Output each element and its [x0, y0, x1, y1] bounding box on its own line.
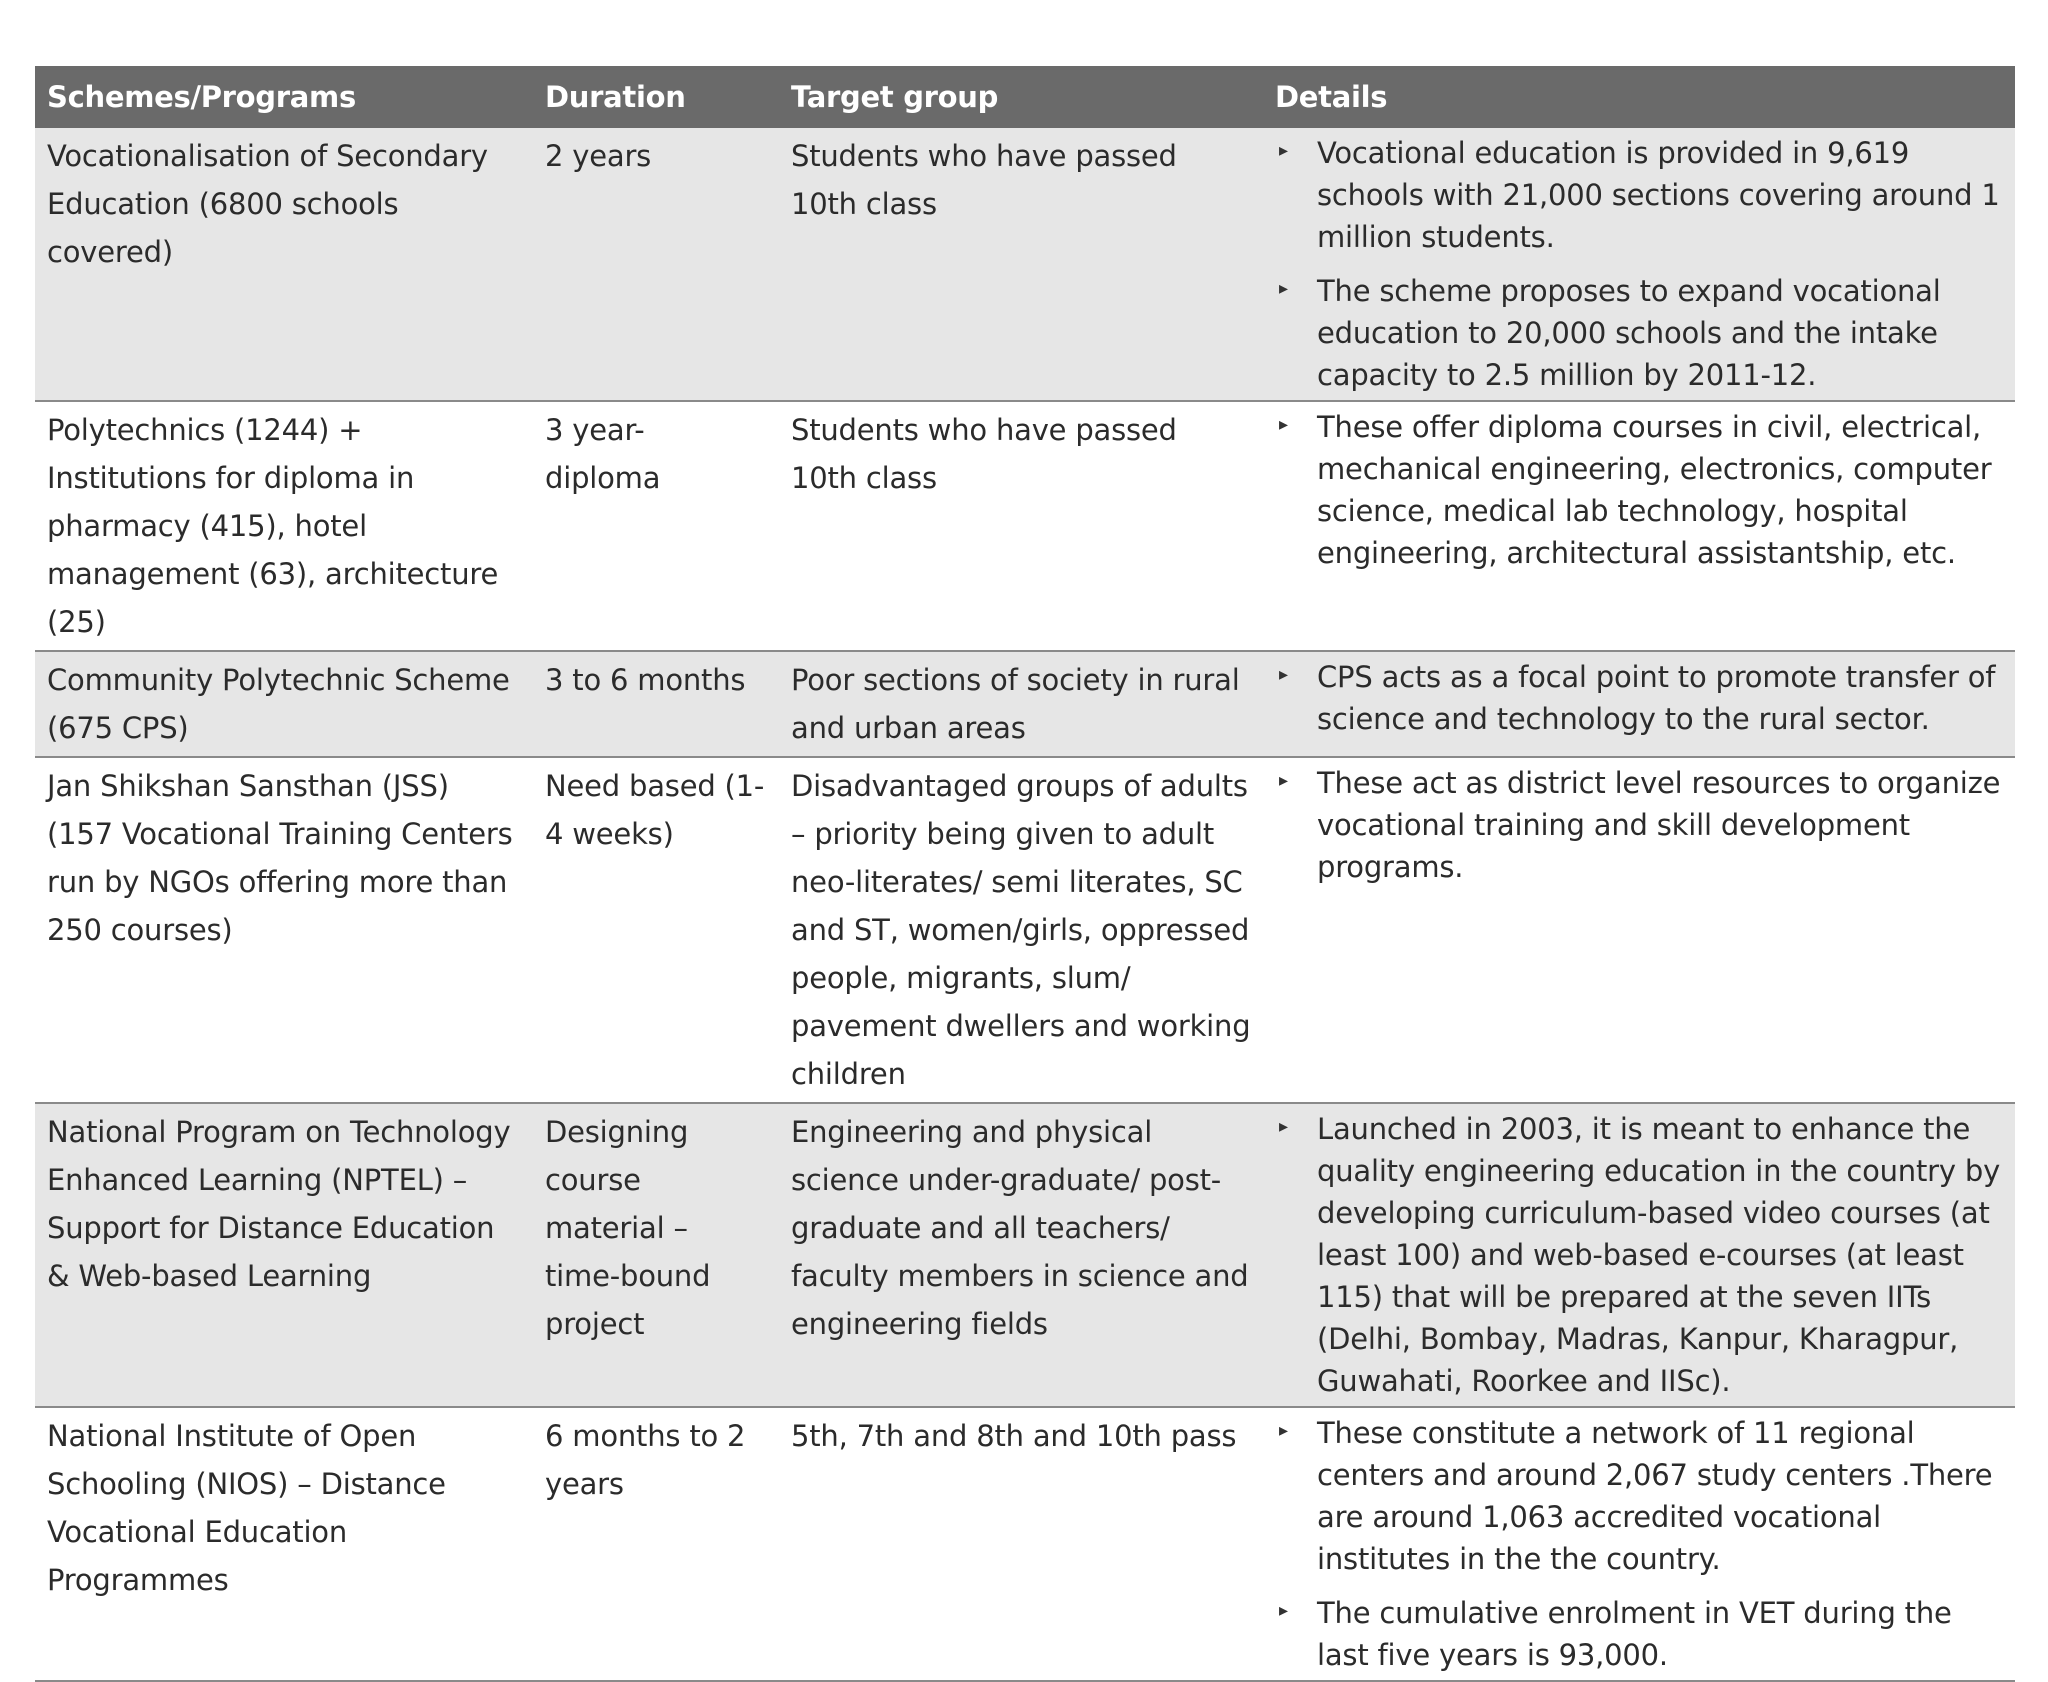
target-cell: Students who have passed 10th class: [779, 401, 1263, 651]
table-row: [35, 1103, 2015, 1407]
details-cell: [1263, 651, 2015, 757]
detail-text: The scheme proposes to expand vocational education to 20,000 schools and the intake capacity to 2.5 million by 2011-12.: [1317, 274, 1941, 392]
detail-item: [1271, 656, 2001, 740]
duration-cell: 3 year- diploma: [533, 401, 779, 651]
schemes-table: [35, 66, 2015, 1682]
header-target-group: Target group: [779, 66, 1263, 128]
detail-text: Vocational education is provided in 9,619 schools with 21,000 sections covering around 1 million students.: [1317, 136, 2000, 254]
detail-text: Launched in 2003, it is meant to enhance the quality engineering education in the country by developing curriculum-based video courses (at least 100) and web-based e-courses (at least 115) that will be prepared at the seven IITs (Delhi, Bombay, Madras, Kanpur, Kharagpur, Guwahati, Roorkee and IISc).: [1317, 1112, 2001, 1398]
details-cell: [1263, 757, 2015, 1103]
scheme-cell: National Program on Technology Enhanced Learning (NPTEL) – Support for Distance Education & Web-based Learning: [35, 1103, 533, 1407]
triangle-bullet-icon: ▸: [1279, 770, 1288, 791]
detail-item: [1271, 270, 2001, 396]
duration-cell: 3 to 6 months: [533, 651, 779, 757]
detail-text: The cumulative enrolment in VET during the last five years is 93,000.: [1317, 1596, 1952, 1672]
details-list: [1271, 406, 2001, 574]
details-list: [1271, 762, 2001, 888]
scheme-cell: Community Polytechnic Scheme (675 CPS): [35, 651, 533, 757]
details-cell: [1263, 1407, 2015, 1681]
scheme-cell: Polytechnics (1244) + Institutions for diploma in pharmacy (415), hotel management (63), architecture (25): [35, 401, 533, 651]
triangle-bullet-icon: ▸: [1279, 414, 1288, 435]
detail-text: These act as district level resources to organize vocational training and skill development programs.: [1317, 766, 2001, 884]
triangle-bullet-icon: ▸: [1279, 1116, 1288, 1137]
detail-item: [1271, 1592, 2001, 1676]
details-cell: [1263, 128, 2015, 401]
target-cell: 5th, 7th and 8th and 10th pass: [779, 1407, 1263, 1681]
detail-text: These offer diploma courses in civil, electrical, mechanical engineering, electronics, computer science, medical lab technology, hospital engineering, architectural assistantship, etc.: [1317, 410, 1992, 570]
target-cell: Disadvantaged groups of adults – priority being given to adult neo-literates/ semi literates, SC and ST, women/girls, oppressed people, migrants, slum/ pavement dwellers and working children: [779, 757, 1263, 1103]
header-schemes: Schemes/Programs: [35, 66, 533, 128]
target-cell: Students who have passed 10th class: [779, 128, 1263, 401]
table-row: [35, 1407, 2015, 1681]
triangle-bullet-icon: ▸: [1279, 278, 1288, 299]
detail-item: [1271, 132, 2001, 258]
triangle-bullet-icon: ▸: [1279, 140, 1288, 161]
details-list: [1271, 1412, 2001, 1676]
scheme-cell: National Institute of Open Schooling (NIOS) – Distance Vocational Education Programmes: [35, 1407, 533, 1681]
details-list: [1271, 656, 2001, 740]
target-cell: Engineering and physical science under-graduate/ post-graduate and all teachers/ faculty members in science and engineering fields: [779, 1103, 1263, 1407]
detail-text: CPS acts as a focal point to promote transfer of science and technology to the rural sector.: [1317, 660, 1996, 736]
scheme-cell: Vocationalisation of Secondary Education (6800 schools covered): [35, 128, 533, 401]
details-list: [1271, 1108, 2001, 1402]
detail-item: [1271, 762, 2001, 888]
detail-item: [1271, 1108, 2001, 1402]
triangle-bullet-icon: ▸: [1279, 1420, 1288, 1441]
duration-cell: 6 months to 2 years: [533, 1407, 779, 1681]
header-details: Details: [1263, 66, 2015, 128]
details-list: [1271, 132, 2001, 396]
detail-item: [1271, 406, 2001, 574]
table-header-row: [35, 66, 2015, 128]
header-duration: Duration: [533, 66, 779, 128]
table-row: [35, 757, 2015, 1103]
detail-item: [1271, 1412, 2001, 1580]
duration-cell: 2 years: [533, 128, 779, 401]
duration-cell: Designing course material – time-bound project: [533, 1103, 779, 1407]
scheme-cell: Jan Shikshan Sansthan (JSS) (157 Vocational Training Centers run by NGOs offering more than 250 courses): [35, 757, 533, 1103]
table-row: [35, 651, 2015, 757]
details-cell: [1263, 401, 2015, 651]
triangle-bullet-icon: ▸: [1279, 1600, 1288, 1621]
target-cell: Poor sections of society in rural and urban areas: [779, 651, 1263, 757]
details-cell: [1263, 1103, 2015, 1407]
table-row: [35, 401, 2015, 651]
detail-text: These constitute a network of 11 regional centers and around 2,067 study centers .There are around 1,063 accredited vocational institutes in the the country.: [1317, 1416, 1993, 1576]
table-row: [35, 128, 2015, 401]
triangle-bullet-icon: ▸: [1279, 664, 1288, 685]
duration-cell: Need based (1- 4 weeks): [533, 757, 779, 1103]
